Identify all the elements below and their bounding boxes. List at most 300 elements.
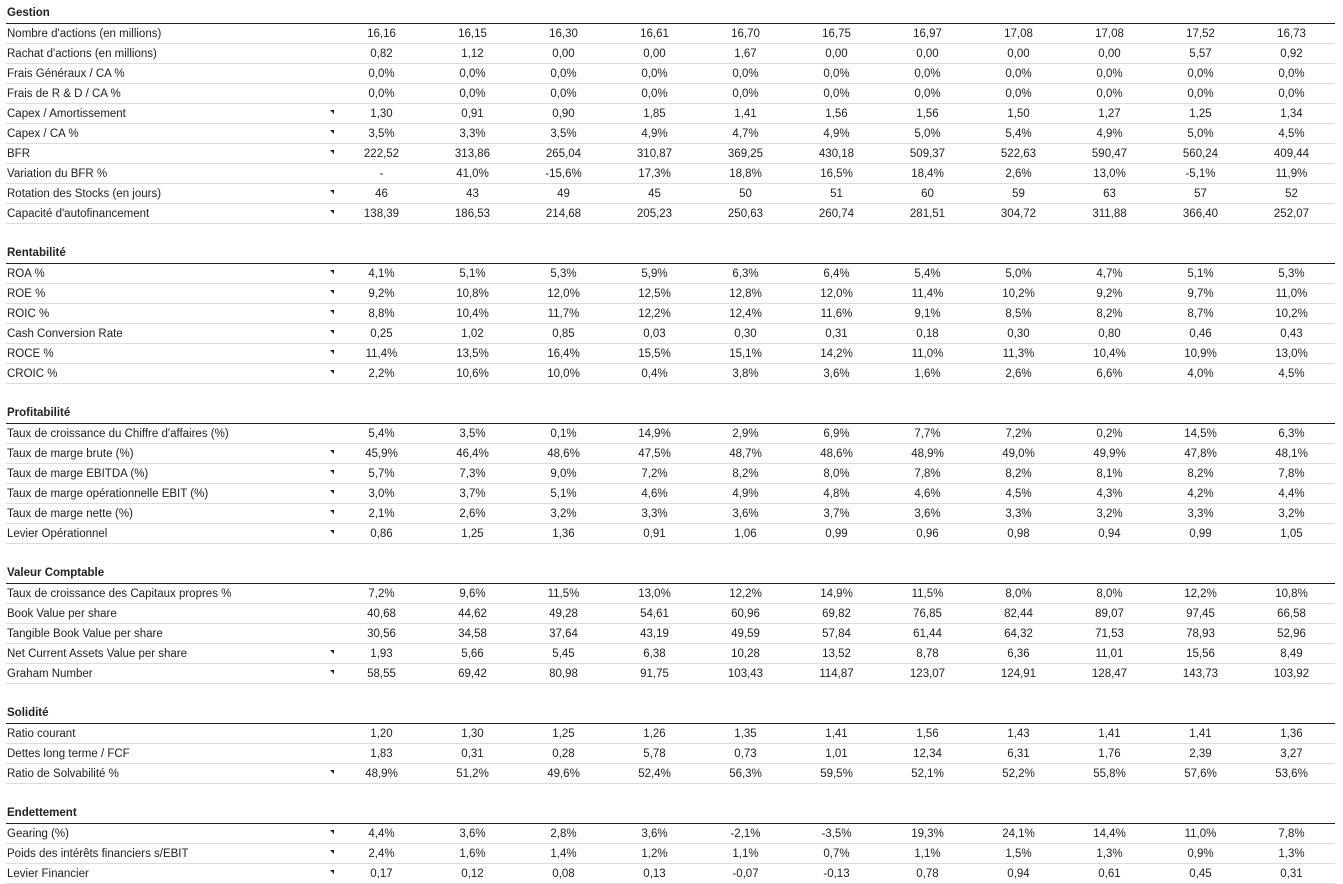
comment-indicator-icon[interactable] xyxy=(330,150,334,154)
table-cell: 0,0% xyxy=(1005,67,1032,80)
table-cell: 49,6% xyxy=(547,767,580,780)
table-cell: 0,0% xyxy=(1096,67,1123,80)
table-cell: 0,00 xyxy=(552,47,575,60)
table-cell: -5,1% xyxy=(1185,167,1216,180)
row-label-text: Taux de marge nette (%) xyxy=(7,507,133,520)
table-cell: 14,4% xyxy=(1093,827,1126,840)
table-cell: 45 xyxy=(648,187,661,200)
table-cell: 103,43 xyxy=(727,667,764,680)
table-cell: 0,73 xyxy=(734,747,757,760)
row-label-text: Net Current Assets Value per share xyxy=(7,647,188,660)
table-cell: 12,0% xyxy=(547,287,580,300)
table-cell: 6,9% xyxy=(823,427,850,440)
table-cell: 265,04 xyxy=(545,147,582,160)
table-cell: 3,7% xyxy=(459,487,486,500)
table-row xyxy=(6,764,1335,784)
table-cell: 5,4% xyxy=(914,267,941,280)
table-cell: 6,3% xyxy=(732,267,759,280)
table-cell: 0,45 xyxy=(1189,867,1212,880)
table-cell: 1,83 xyxy=(370,747,393,760)
comment-indicator-icon[interactable] xyxy=(330,530,334,534)
table-row xyxy=(6,624,1335,644)
table-cell: 63 xyxy=(1103,187,1116,200)
section xyxy=(6,243,1335,384)
table-cell: 2,1% xyxy=(368,507,395,520)
table-cell: 9,2% xyxy=(368,287,395,300)
row-label-text: ROA % xyxy=(7,267,45,280)
row-label-text: Gearing (%) xyxy=(7,827,69,840)
table-cell: 0,0% xyxy=(459,87,486,100)
table-cell: 7,7% xyxy=(914,427,941,440)
comment-indicator-icon[interactable] xyxy=(330,130,334,134)
table-cell: 1,36 xyxy=(1280,727,1303,740)
table-cell: 0,94 xyxy=(1098,527,1121,540)
table-cell: 16,16 xyxy=(367,27,396,40)
table-cell: 2,4% xyxy=(368,847,395,860)
table-cell: 48,7% xyxy=(729,447,762,460)
table-row xyxy=(6,484,1335,504)
table-cell: 0,0% xyxy=(732,87,759,100)
table-cell: 11,4% xyxy=(911,287,944,300)
comment-indicator-icon[interactable] xyxy=(330,330,334,334)
table-row xyxy=(6,104,1335,124)
table-cell: 0,0% xyxy=(641,67,668,80)
table-cell: 11,0% xyxy=(1184,827,1217,840)
comment-indicator-icon[interactable] xyxy=(330,770,334,774)
table-row xyxy=(6,84,1335,104)
comment-indicator-icon[interactable] xyxy=(330,670,334,674)
table-cell: 1,85 xyxy=(643,107,666,120)
table-cell: 16,4% xyxy=(547,347,580,360)
row-label-text: Taux de croissance du Chiffre d'affaires (%) xyxy=(7,427,229,440)
table-cell: 17,3% xyxy=(638,167,671,180)
table-cell: 1,6% xyxy=(459,847,486,860)
table-cell: 0,0% xyxy=(368,87,395,100)
table-cell: 3,6% xyxy=(823,367,850,380)
table-cell: 52,1% xyxy=(911,767,944,780)
table-cell: 10,4% xyxy=(1093,347,1126,360)
table-cell: 55,8% xyxy=(1093,767,1126,780)
table-cell: 5,57 xyxy=(1189,47,1212,60)
table-cell: 2,6% xyxy=(459,507,486,520)
table-cell: 4,2% xyxy=(1187,487,1214,500)
table-row xyxy=(6,584,1335,604)
table-cell: 61,44 xyxy=(913,627,942,640)
table-cell: 8,49 xyxy=(1280,647,1303,660)
table-cell: 0,08 xyxy=(552,867,575,880)
table-cell: 12,34 xyxy=(913,747,942,760)
table-cell: 43,19 xyxy=(640,627,669,640)
table-cell: 7,2% xyxy=(641,467,668,480)
table-cell: 5,1% xyxy=(1187,267,1214,280)
table-cell: 17,52 xyxy=(1186,27,1215,40)
table-cell: 10,2% xyxy=(1275,307,1308,320)
table-cell: -3,5% xyxy=(821,827,852,840)
table-cell: 8,1% xyxy=(1096,467,1123,480)
comment-indicator-icon[interactable] xyxy=(330,110,334,114)
table-cell: 11,3% xyxy=(1002,347,1035,360)
table-cell: 509,37 xyxy=(909,147,946,160)
table-cell: 8,7% xyxy=(1187,307,1214,320)
table-cell: 16,70 xyxy=(731,27,760,40)
table-cell: 1,56 xyxy=(916,727,939,740)
table-cell: 0,28 xyxy=(552,747,575,760)
table-cell: 8,78 xyxy=(916,647,939,660)
comment-indicator-icon[interactable] xyxy=(330,290,334,294)
table-row xyxy=(6,504,1335,524)
table-cell: 103,92 xyxy=(1273,667,1310,680)
table-cell: 5,0% xyxy=(914,127,941,140)
table-cell: 1,12 xyxy=(461,47,484,60)
table-cell: 0,99 xyxy=(1189,527,1212,540)
table-cell: 5,1% xyxy=(459,267,486,280)
table-cell: 0,31 xyxy=(1280,867,1303,880)
table-cell: 82,44 xyxy=(1004,607,1033,620)
table-cell: 4,7% xyxy=(732,127,759,140)
table-cell: 11,0% xyxy=(911,347,944,360)
table-cell: 9,7% xyxy=(1187,287,1214,300)
table-cell: 10,8% xyxy=(456,287,489,300)
table-row xyxy=(6,64,1335,84)
table-cell: 3,27 xyxy=(1280,747,1303,760)
table-cell: 0,0% xyxy=(1187,87,1214,100)
table-cell: 0,31 xyxy=(461,747,484,760)
table-cell: 11,9% xyxy=(1275,167,1308,180)
table-cell: 0,25 xyxy=(370,327,393,340)
table-cell: 8,2% xyxy=(1005,467,1032,480)
table-cell: 310,87 xyxy=(636,147,673,160)
table-cell: 11,4% xyxy=(365,347,398,360)
table-cell: 9,6% xyxy=(459,587,486,600)
row-label-text: Taux de croissance des Capitaux propres % xyxy=(7,587,232,600)
table-cell: 3,5% xyxy=(550,127,577,140)
table-cell: 5,45 xyxy=(552,647,575,660)
table-cell: 1,3% xyxy=(1278,847,1305,860)
comment-indicator-icon[interactable] xyxy=(330,650,334,654)
row-label-text: Tangible Book Value per share xyxy=(7,627,163,640)
table-cell: 69,82 xyxy=(822,607,851,620)
table-cell: 186,53 xyxy=(454,207,491,220)
table-cell: 560,24 xyxy=(1182,147,1219,160)
table-cell: 2,2% xyxy=(368,367,395,380)
table-cell: 1,30 xyxy=(461,727,484,740)
section xyxy=(6,703,1335,784)
table-cell: 5,78 xyxy=(643,747,666,760)
table-cell: 10,4% xyxy=(456,307,489,320)
table-cell: 3,5% xyxy=(368,127,395,140)
table-cell: 4,4% xyxy=(1278,487,1305,500)
table-cell: 4,9% xyxy=(732,487,759,500)
table-cell: 0,12 xyxy=(461,867,484,880)
row-label xyxy=(6,648,336,660)
table-cell: 0,96 xyxy=(916,527,939,540)
table-cell: 4,9% xyxy=(823,127,850,140)
table-cell: 205,23 xyxy=(636,207,673,220)
table-cell: -0,13 xyxy=(823,867,850,880)
table-cell: 14,9% xyxy=(638,427,671,440)
table-cell: 13,5% xyxy=(456,347,489,360)
table-cell: 11,01 xyxy=(1095,647,1124,660)
table-cell: 0,82 xyxy=(370,47,393,60)
table-cell: 304,72 xyxy=(1000,207,1037,220)
table-cell: 1,56 xyxy=(916,107,939,120)
table-cell: 18,4% xyxy=(911,167,944,180)
row-label xyxy=(6,868,336,880)
table-cell: 64,32 xyxy=(1004,627,1033,640)
row-label xyxy=(6,208,336,220)
table-cell: 10,8% xyxy=(1275,587,1308,600)
table-row xyxy=(6,324,1335,344)
table-cell: 4,8% xyxy=(823,487,850,500)
table-cell: 1,67 xyxy=(734,47,757,60)
table-cell: 34,58 xyxy=(458,627,487,640)
table-cell: 48,9% xyxy=(365,767,398,780)
table-cell: 0,94 xyxy=(1007,867,1030,880)
table-row xyxy=(6,264,1335,284)
table-cell: 0,30 xyxy=(1007,327,1030,340)
row-label xyxy=(6,728,336,740)
row-label-text: ROE % xyxy=(7,287,46,300)
table-cell: -2,1% xyxy=(730,827,761,840)
table-cell: 1,76 xyxy=(1098,747,1121,760)
table-cell: 11,7% xyxy=(547,307,580,320)
table-cell: 9,0% xyxy=(550,467,577,480)
table-row xyxy=(6,144,1335,164)
table-cell: 0,91 xyxy=(643,527,666,540)
table-cell: 48,6% xyxy=(547,447,580,460)
table-cell: 124,91 xyxy=(1000,667,1037,680)
table-cell: 7,2% xyxy=(368,587,395,600)
table-cell: 4,6% xyxy=(914,487,941,500)
comment-indicator-icon[interactable] xyxy=(330,350,334,354)
table-cell: 49 xyxy=(557,187,570,200)
table-cell: 1,1% xyxy=(914,847,941,860)
table-cell: 2,9% xyxy=(732,427,759,440)
table-cell: 4,3% xyxy=(1096,487,1123,500)
table-cell: 40,68 xyxy=(367,607,396,620)
table-cell: 8,0% xyxy=(1096,587,1123,600)
table-cell: 0,80 xyxy=(1098,327,1121,340)
row-label-text: Levier Financier xyxy=(7,867,89,880)
table-row xyxy=(6,444,1335,464)
table-cell: 8,2% xyxy=(732,467,759,480)
comment-indicator-icon[interactable] xyxy=(330,190,334,194)
table-cell: 0,78 xyxy=(916,867,939,880)
table-row xyxy=(6,44,1335,64)
table-row xyxy=(6,824,1335,844)
table-cell: 16,97 xyxy=(913,27,942,40)
row-label-text: BFR xyxy=(7,147,30,160)
table-cell: 0,0% xyxy=(1278,67,1305,80)
row-label-text: ROCE % xyxy=(7,347,54,360)
row-label xyxy=(6,368,336,380)
section xyxy=(6,403,1335,544)
comment-indicator-icon[interactable] xyxy=(330,310,334,314)
table-cell: 1,93 xyxy=(370,647,393,660)
table-cell: 13,0% xyxy=(1275,347,1308,360)
table-row xyxy=(6,284,1335,304)
table-cell: 0,0% xyxy=(914,67,941,80)
table-cell: 0,0% xyxy=(823,87,850,100)
comment-indicator-icon[interactable] xyxy=(330,210,334,214)
comment-indicator-icon[interactable] xyxy=(330,470,334,474)
table-cell: 7,8% xyxy=(914,467,941,480)
table-cell: 1,41 xyxy=(1189,727,1212,740)
row-label-text: Rachat d'actions (en millions) xyxy=(7,47,157,60)
table-cell: 16,15 xyxy=(458,27,487,40)
row-label xyxy=(6,108,336,120)
table-cell: 260,74 xyxy=(818,207,855,220)
table-row xyxy=(6,644,1335,664)
table-cell: 0,90 xyxy=(552,107,575,120)
table-cell: -0,07 xyxy=(732,867,759,880)
table-cell: 13,0% xyxy=(1093,167,1126,180)
table-cell: 8,0% xyxy=(1005,587,1032,600)
table-cell: 252,07 xyxy=(1273,207,1310,220)
table-cell: 11,0% xyxy=(1275,287,1308,300)
table-cell: 57,6% xyxy=(1184,767,1217,780)
table-cell: 1,41 xyxy=(1098,727,1121,740)
table-cell: 4,5% xyxy=(1278,367,1305,380)
table-cell: 1,20 xyxy=(370,727,393,740)
table-cell: 1,41 xyxy=(825,727,848,740)
table-cell: 138,39 xyxy=(363,207,400,220)
table-cell: 114,87 xyxy=(819,667,854,680)
row-label xyxy=(6,628,336,640)
table-cell: 5,1% xyxy=(550,487,577,500)
table-cell: 44,62 xyxy=(458,607,487,620)
table-cell: 0,1% xyxy=(550,427,577,440)
table-cell: 313,86 xyxy=(454,147,491,160)
table-cell: 5,3% xyxy=(550,267,577,280)
section-title: Gestion xyxy=(6,3,1335,24)
table-cell: 0,98 xyxy=(1007,527,1030,540)
section-title: Profitabilité xyxy=(6,403,1335,424)
table-cell: 5,0% xyxy=(1187,127,1214,140)
table-cell: 3,3% xyxy=(1005,507,1032,520)
row-label xyxy=(6,748,336,760)
comment-indicator-icon[interactable] xyxy=(330,830,334,834)
table-cell: 0,00 xyxy=(1007,47,1030,60)
table-cell: 59 xyxy=(1012,187,1025,200)
table-cell: 47,5% xyxy=(638,447,671,460)
table-cell: 1,50 xyxy=(1007,107,1030,120)
table-cell: 10,28 xyxy=(731,647,760,660)
table-cell: 0,31 xyxy=(825,327,848,340)
comment-indicator-icon[interactable] xyxy=(330,490,334,494)
table-cell: 16,5% xyxy=(820,167,853,180)
table-cell: 11,6% xyxy=(820,307,853,320)
table-cell: 71,53 xyxy=(1095,627,1124,640)
row-label-text: Ratio courant xyxy=(7,727,76,740)
table-cell: 30,56 xyxy=(367,627,396,640)
table-row xyxy=(6,604,1335,624)
table-cell: 15,5% xyxy=(638,347,671,360)
table-cell: 1,36 xyxy=(552,527,575,540)
table-cell: 4,0% xyxy=(1187,367,1214,380)
table-row xyxy=(6,184,1335,204)
table-row xyxy=(6,744,1335,764)
table-cell: 3,8% xyxy=(732,367,759,380)
table-cell: 4,5% xyxy=(1278,127,1305,140)
table-cell: 0,61 xyxy=(1098,867,1121,880)
table-cell: 0,00 xyxy=(825,47,848,60)
table-cell: 10,2% xyxy=(1002,287,1035,300)
table-cell: 12,0% xyxy=(820,287,853,300)
table-cell: 60 xyxy=(921,187,934,200)
table-cell: 9,2% xyxy=(1096,287,1123,300)
table-cell: 6,6% xyxy=(1096,367,1123,380)
table-cell: 3,6% xyxy=(914,507,941,520)
comment-indicator-icon[interactable] xyxy=(330,850,334,854)
table-cell: 214,68 xyxy=(545,207,582,220)
table-row xyxy=(6,344,1335,364)
table-cell: 49,59 xyxy=(731,627,760,640)
table-cell: 0,7% xyxy=(823,847,850,860)
comment-indicator-icon[interactable] xyxy=(330,270,334,274)
table-cell: 51 xyxy=(830,187,843,200)
table-cell: 1,25 xyxy=(461,527,484,540)
table-cell: 17,08 xyxy=(1004,27,1033,40)
table-cell: 0,13 xyxy=(643,867,666,880)
table-cell: 4,9% xyxy=(641,127,668,140)
row-label-text: Capex / Amortissement xyxy=(7,107,126,120)
table-cell: 6,36 xyxy=(1007,647,1030,660)
row-label-text: Capacité d'autofinancement xyxy=(7,207,150,220)
table-cell: 3,2% xyxy=(1278,507,1305,520)
table-cell: 15,56 xyxy=(1186,647,1215,660)
table-cell: 14,2% xyxy=(820,347,853,360)
section xyxy=(6,3,1335,224)
table-cell: 47,8% xyxy=(1184,447,1217,460)
table-cell: 5,7% xyxy=(368,467,395,480)
comment-indicator-icon[interactable] xyxy=(330,870,334,874)
table-cell: 1,4% xyxy=(550,847,577,860)
comment-indicator-icon[interactable] xyxy=(330,510,334,514)
table-cell: 14,5% xyxy=(1184,427,1217,440)
table-cell: 0,00 xyxy=(1098,47,1121,60)
table-cell: 7,8% xyxy=(1278,827,1305,840)
comment-indicator-icon[interactable] xyxy=(330,450,334,454)
table-cell: 5,9% xyxy=(641,267,668,280)
row-label-text: Capex / CA % xyxy=(7,127,79,140)
table-cell: 0,0% xyxy=(550,87,577,100)
table-cell: 51,2% xyxy=(456,767,489,780)
table-cell: 0,4% xyxy=(641,367,668,380)
table-cell: 1,35 xyxy=(734,727,757,740)
section-title: Valeur Comptable xyxy=(6,563,1335,584)
table-cell: 3,2% xyxy=(550,507,577,520)
table-cell: 9,1% xyxy=(914,307,941,320)
table-cell: 6,38 xyxy=(643,647,666,660)
row-label-text: Taux de marge brute (%) xyxy=(7,447,134,460)
table-cell: 7,3% xyxy=(459,467,486,480)
table-cell: 3,7% xyxy=(823,507,850,520)
table-cell: 0,92 xyxy=(1280,47,1303,60)
table-cell: 24,1% xyxy=(1002,827,1035,840)
table-cell: 78,93 xyxy=(1186,627,1215,640)
table-cell: 60,96 xyxy=(731,607,760,620)
table-cell: 1,56 xyxy=(825,107,848,120)
comment-indicator-icon[interactable] xyxy=(330,370,334,374)
table-cell: 0,30 xyxy=(734,327,757,340)
table-cell: 16,30 xyxy=(549,27,578,40)
table-cell: 43 xyxy=(466,187,479,200)
row-label-text: Ratio de Solvabilité % xyxy=(7,767,119,780)
table-cell: 0,0% xyxy=(1278,87,1305,100)
table-cell: 49,9% xyxy=(1093,447,1126,460)
table-cell: 4,7% xyxy=(1096,267,1123,280)
